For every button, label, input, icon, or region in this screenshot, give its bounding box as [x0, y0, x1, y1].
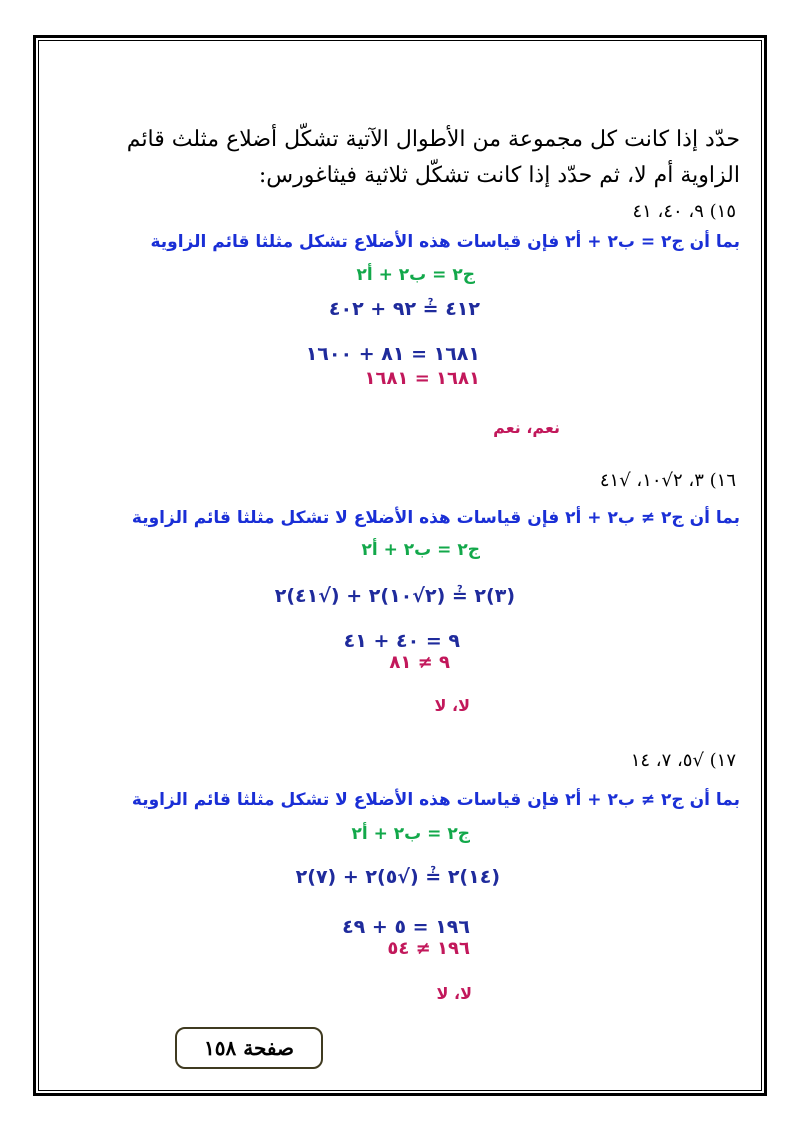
problem-16-formula: ج٢ = ب٢ + أ٢	[361, 540, 480, 560]
problem-17-statement: بما أن ج٢ ≠ ب٢ + أ٢ فإن قياسات هذه الأضلاع لا تشكل مثلثا قائم الزاوية	[131, 790, 740, 810]
problem-17-answer: لا، لا	[436, 984, 472, 1003]
problem-17-label: ١٧) √٥، ٧، ١٤	[630, 750, 736, 771]
problem-16-statement: بما أن ج٢ ≠ ب٢ + أ٢ فإن قياسات هذه الأضلاع لا تشكل مثلثا قائم الزاوية	[131, 508, 740, 528]
problem-15-step2: ١٦٨١ = ٨١ + ١٦٠٠	[305, 343, 480, 365]
problem-17-step1: (١٤)٢ ≟ (√٥)٢ + (٧)٢	[295, 866, 500, 888]
intro-line-1: حدّد إذا كانت كل مجموعة من الأطوال الآتية تشكّل أضلاع مثلث قائم	[126, 127, 740, 152]
problem-15-step1: ٤١٢ ≟ ٩٢ + ٤٠٢	[328, 298, 480, 320]
problem-17-step3: ١٩٦ ≠ ٥٤	[387, 938, 470, 959]
problem-16-answer: لا، لا	[434, 696, 470, 715]
problem-15-step3: ١٦٨١ = ١٦٨١	[364, 368, 480, 389]
worksheet-page	[60, 60, 740, 1070]
problem-16-step3: ٩ ≠ ٨١	[389, 652, 450, 673]
problem-15-label: ١٥) ٩، ٤٠، ٤١	[632, 201, 736, 222]
problem-16-step1: (٣)٢ ≟ (٢√١٠)٢ + (√٤١)٢	[274, 585, 515, 607]
problem-16-step2: ٩ = ٤٠ + ٤١	[343, 630, 460, 652]
intro-line-2: الزاوية أم لا، ثم حدّد إذا كانت تشكّل ثلاثية فيثاغورس:	[258, 163, 740, 188]
page-number-tag: صفحة ١٥٨	[175, 1027, 323, 1069]
problem-15-answer: نعم، نعم	[493, 418, 560, 437]
problem-17-formula: ج٢ = ب٢ + أ٢	[351, 824, 470, 844]
problem-16-label: ١٦) ٣، ٢√١٠، √٤١	[599, 470, 736, 491]
problem-15-statement: بما أن ج٢ = ب٢ + أ٢ فإن قياسات هذه الأضلاع تشكل مثلثا قائم الزاوية	[150, 232, 740, 252]
problem-15-formula: ج٢ = ب٢ + أ٢	[356, 265, 475, 285]
problem-17-step2: ١٩٦ = ٥ + ٤٩	[342, 916, 470, 938]
